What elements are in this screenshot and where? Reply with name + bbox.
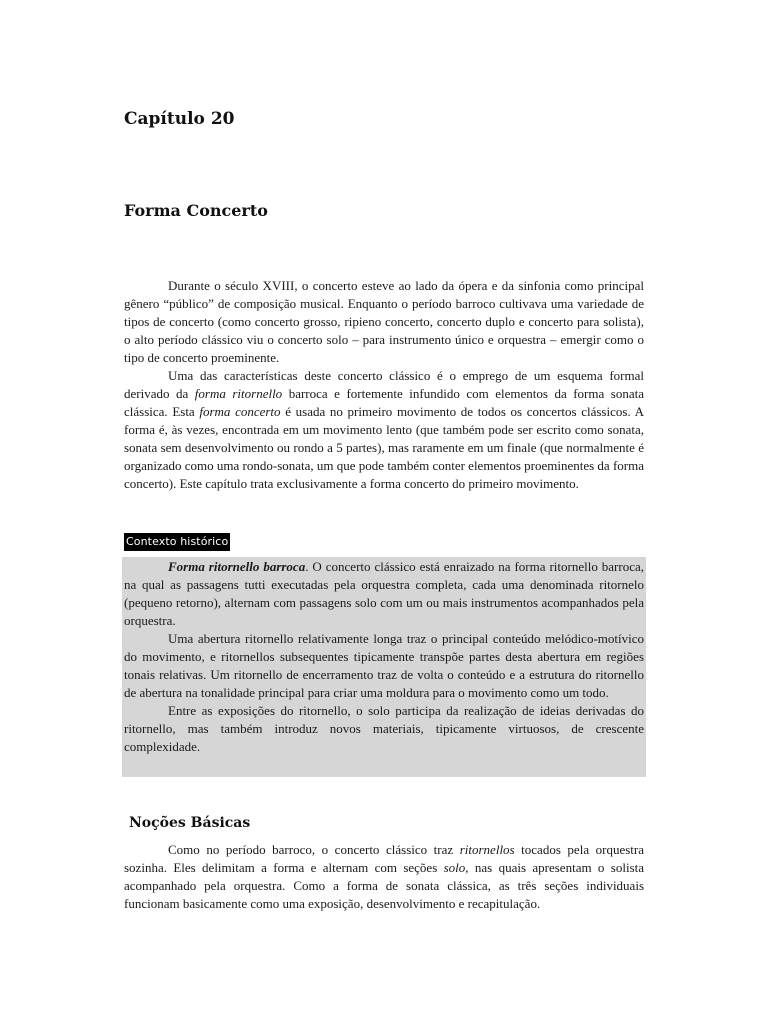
basics-paragraph-1 <box>124 841 644 913</box>
chapter-title: Capítulo 20 <box>124 109 235 129</box>
basics-p1-text-c: , nas quais apresentam o solista acompanhado pela orquestra. Como a forma de sonata clássica, as três seções individuais funcionam basicamente como uma exposição, desenvolvimento e recapitulação. <box>124 860 645 911</box>
basics-p1-emphasis-solo: solo <box>443 860 466 875</box>
context-heading-label: Contexto histórico <box>124 533 230 551</box>
intro-p2-emphasis-forma-concerto: forma concerto <box>199 404 281 419</box>
basics-text <box>124 841 644 913</box>
intro-p2-emphasis-forma-ritornello: forma ritornello <box>194 386 283 401</box>
basics-p1-text-a: Como no período barroco, o concerto clássico traz <box>168 842 460 857</box>
intro-p2-text-c: é usada no primeiro movimento de todos os concertos clássicos. A forma é, às vezes, encontrada em um movimento lento (que também pode ser escrito como sonata, sonata sem desenvolvimento ou rondo a 5 partes), mas raramente em um finale (que normalmente é organizado como uma rondo-sonata, um que pode também conter elementos proeminentes da forma concerto). Este capítulo trata exclusivamente a forma concerto do primeiro movimento. <box>124 404 644 491</box>
section-title: Forma Concerto <box>124 201 268 220</box>
context-paragraph-1 <box>124 558 644 630</box>
context-p1-rest: . O concerto clássico está enraizado na forma ritornello barroca, na qual as passagens tutti executadas pela orquestra completa, cada uma denominada ritornelo (pequeno retorno), alternam com passagens solo com um ou mais instrumentos acompanhados pela orquestra. <box>124 559 644 628</box>
intro-paragraph-2 <box>124 367 644 493</box>
context-lead-term: Forma ritornello barroca <box>168 559 306 574</box>
intro-text <box>124 277 644 493</box>
basics-p1-emphasis-ritornellos: ritornellos <box>459 842 515 857</box>
context-paragraph-2: Uma abertura ritornello relativamente longa traz o principal conteúdo melódico-motívico do movimento, e ritornellos subsequentes tipicamente transpõe partes desta abertura em regiões tonais relativas. Um ritornello de encerramento traz de volta o conteúdo e a estrutura do ritornello de abertura na tonalidade principal para criar uma moldura para o movimento como um todo. <box>124 631 644 700</box>
basics-p1-text-b: tocados pela orquestra sozinha. Eles delimitam a forma e alternam com seções <box>124 842 645 875</box>
intro-p2-text-a: Uma das características deste concerto clássico é o emprego de um esquema formal derivado da <box>124 368 644 401</box>
basics-heading: Noções Básicas <box>129 815 251 831</box>
intro-p2-text-b: barroca e fortemente infundido com elementos da forma sonata clássica. Esta <box>124 386 644 419</box>
context-paragraph-3: Entre as exposições do ritornello, o solo participa da realização de ideias derivadas do ritornello, mas também introduz novos materiais, tipicamente virtuosos, de crescente complexidade. <box>124 703 644 754</box>
intro-paragraph-1: Durante o século XVIII, o concerto esteve ao lado da ópera e da sinfonia como principal gênero “público” de composição musical. Enquanto o período barroco cultivava uma variedade de tipos de concerto (como concerto grosso, ripieno concerto, concerto duplo e concerto para solista), o alto período clássico viu o concerto solo – para instrumento único e orquestra – emergir como o tipo de concerto proeminente. <box>124 278 644 365</box>
context-text <box>124 558 644 756</box>
